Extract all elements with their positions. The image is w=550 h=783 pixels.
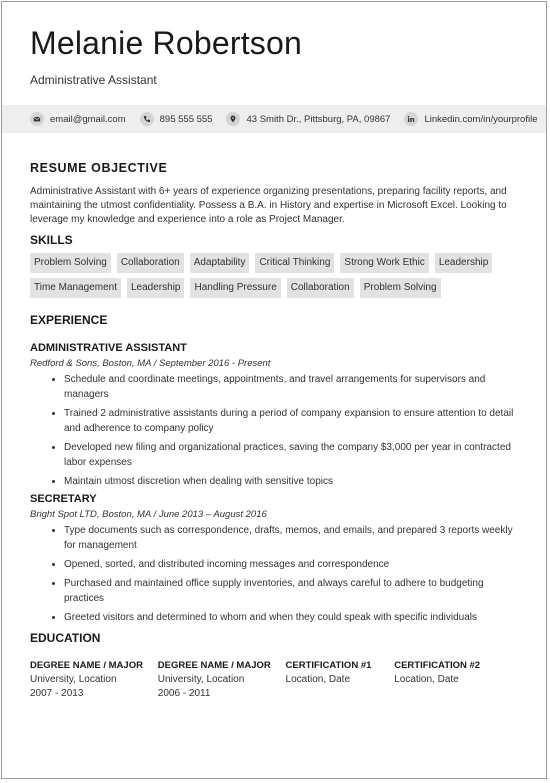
resume-body — [30, 133, 522, 699]
job-bullet: • Maintain utmost discretion when dealing with sensitive topics — [64, 474, 522, 489]
candidate-title: Administrative Assistant — [30, 73, 157, 87]
education-dates: 2007 - 2013 — [30, 688, 84, 699]
objective-heading: RESUME OBJECTIVE — [30, 161, 168, 175]
skill-tag: Collaboration — [287, 278, 354, 298]
skills-heading: SKILLS — [30, 233, 73, 247]
education-entry — [158, 660, 286, 699]
skill-tag: Critical Thinking — [255, 253, 334, 273]
certification-location: Location, Date — [394, 674, 459, 685]
skills-list — [30, 253, 530, 303]
certification-location: Location, Date — [285, 674, 351, 685]
contact-bar — [2, 105, 546, 133]
job-title: SECRETARY — [30, 493, 97, 505]
linkedin-icon — [404, 112, 418, 126]
job-meta: Redford & Sons, Boston, MA / September 2016 - Present — [30, 358, 271, 369]
education-heading: EDUCATION — [30, 631, 101, 645]
job-bullet: • Purchased and maintained office supply inventories, and always careful to adhere to budgeting practices — [64, 576, 522, 606]
education-entry — [30, 660, 158, 699]
job-entry — [30, 493, 522, 625]
certification-entry — [286, 660, 395, 699]
skill-tag: Strong Work Ethic — [340, 253, 428, 273]
skill-tag: Handling Pressure — [190, 278, 280, 298]
resume-header — [2, 2, 546, 87]
candidate-name: Melanie Robertson — [30, 25, 302, 61]
certification-head: CERTIFICATION #1 — [285, 660, 372, 671]
skill-tag: Adaptability — [190, 253, 250, 273]
job-bullet: • Type documents such as correspondence, drafts, memos, and emails, and prepared 3 reports weekly for management — [64, 523, 522, 553]
contact-email[interactable] — [30, 112, 126, 126]
job-bullets — [30, 523, 522, 625]
skill-tag: Time Management — [30, 278, 121, 298]
certification-head: CERTIFICATION #2 — [394, 660, 481, 671]
location-pin-icon — [226, 112, 240, 126]
objective-text: Administrative Assistant with 6+ years of experience organizing presentations, preparing facility reports, and maintaining the utmost confidentiality. Possess a B.A. in History and expertise in Microsoft Excel. Looking to leverage my knowledge and experience into a role as Project Manager. — [30, 186, 507, 225]
contact-email-text: email@gmail.com — [50, 113, 126, 125]
job-bullet: • Trained 2 administrative assistants during a period of company expansion to ensure attention to detail and adherence to company policy — [64, 406, 522, 436]
education-grid — [30, 660, 522, 699]
contact-address — [226, 112, 390, 126]
resume-page — [1, 1, 547, 779]
job-bullet: • Greeted visitors and determined to whom and when they could speak with specific individuals — [64, 610, 522, 625]
skill-tag: Problem Solving — [30, 253, 111, 273]
education-head: DEGREE NAME / MAJOR — [30, 660, 143, 671]
contact-linkedin-text: Linkedin.com/in/yourprofile — [424, 113, 538, 125]
skill-tag: Leadership — [435, 253, 492, 273]
job-bullet: • Developed new filing and organizational practices, saving the company $3,000 per year in contracted labor expenses — [64, 440, 522, 470]
education-location: University, Location — [30, 674, 117, 685]
email-icon — [30, 112, 44, 126]
job-meta: Bright Spot LTD, Boston, MA / June 2013 – August 2016 — [30, 509, 267, 520]
experience-heading: EXPERIENCE — [30, 313, 108, 327]
phone-icon — [140, 112, 154, 126]
job-bullet: • Opened, sorted, and distributed incoming messages and correspondence — [64, 557, 522, 572]
job-entry — [30, 342, 522, 489]
contact-address-text: 43 Smith Dr., Pittsburg, PA, 09867 — [246, 113, 391, 125]
education-dates: 2006 - 2011 — [157, 688, 211, 699]
certification-entry — [394, 660, 522, 699]
skill-tag: Collaboration — [117, 253, 184, 273]
job-bullets — [30, 372, 522, 489]
skill-tag: Leadership — [127, 278, 184, 298]
education-location: University, Location — [157, 674, 245, 685]
contact-linkedin[interactable] — [404, 112, 537, 126]
job-bullet: • Schedule and coordinate meetings, appointments, and travel arrangements for supervisors and managers — [64, 372, 522, 402]
skill-tag: Problem Solving — [360, 278, 441, 298]
job-title: ADMINISTRATIVE ASSISTANT — [30, 342, 187, 354]
contact-phone-text: 895 555 555 — [159, 113, 213, 125]
contact-phone[interactable] — [140, 112, 213, 126]
education-head: DEGREE NAME / MAJOR — [157, 660, 271, 671]
